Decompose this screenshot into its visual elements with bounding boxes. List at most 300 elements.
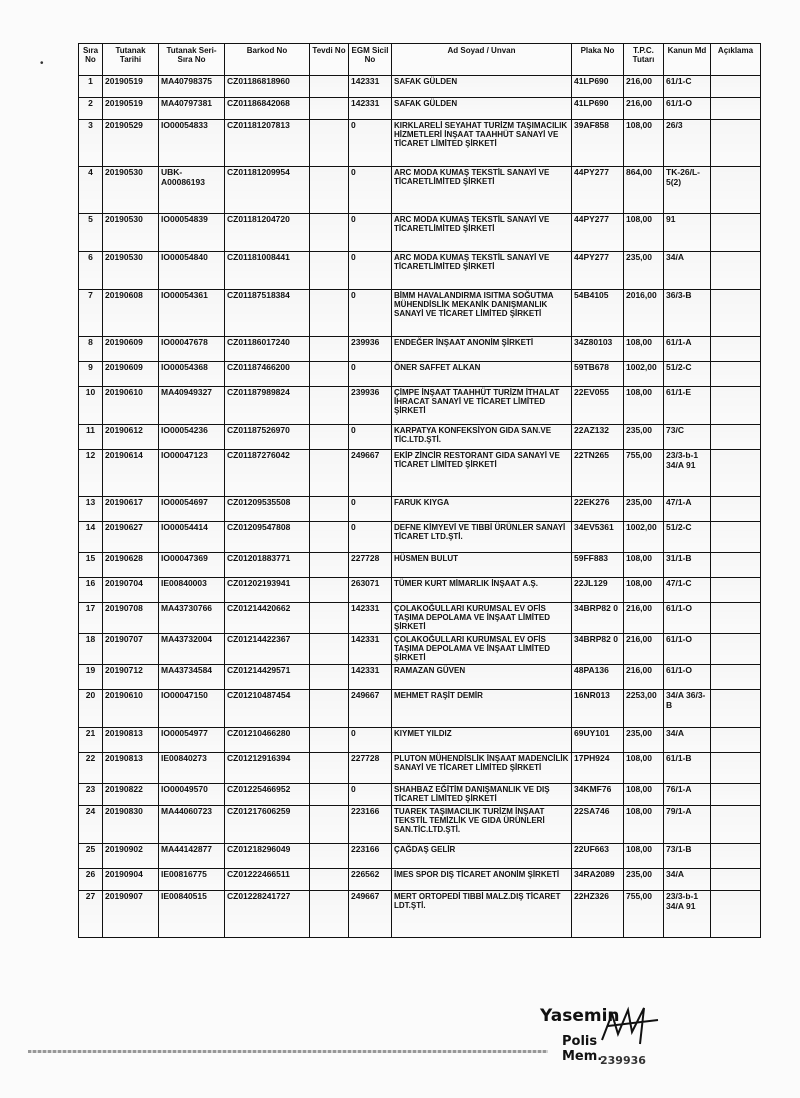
- cell-kanun: 91: [664, 214, 711, 252]
- cell-kanun: 34/A 36/3-B: [664, 690, 711, 728]
- cell-tarih: 20190530: [103, 167, 159, 214]
- cell-aciklama: [711, 891, 761, 938]
- cell-seri: IE00840515: [159, 891, 225, 938]
- table-row: [79, 690, 761, 728]
- cell-tutar: 108,00: [624, 214, 664, 252]
- cell-plaka: 22TN265: [572, 450, 624, 497]
- cell-barkod: CZ01201883771: [225, 553, 310, 578]
- cell-ad: ÇİMPE İNŞAAT TAAHHÜT TURİZM İTHALAT İHRACAT SANAYİ VE TİCARET LİMİTED ŞİRKETİ: [392, 387, 572, 425]
- cell-kanun: 61/1-O: [664, 98, 711, 120]
- cell-seri: MA43730766: [159, 603, 225, 634]
- cell-egm: 249667: [349, 450, 392, 497]
- cell-tevdi: [310, 337, 349, 362]
- cell-ad: ARC MODA KUMAŞ TEKSTİL SANAYİ VE TİCARETLİMİTED ŞİRKETİ: [392, 167, 572, 214]
- header-egm: EGM Sicil No: [349, 44, 392, 76]
- table-row: [79, 337, 761, 362]
- cell-tutar: 216,00: [624, 98, 664, 120]
- cell-tarih: 20190617: [103, 497, 159, 522]
- cell-tevdi: [310, 665, 349, 690]
- cell-tutar: 108,00: [624, 806, 664, 844]
- cell-kanun: 61/1-O: [664, 665, 711, 690]
- header-row: [79, 44, 761, 76]
- cell-tarih: 20190608: [103, 290, 159, 337]
- signature-name: Yasemin: [540, 1006, 620, 1026]
- cell-aciklama: [711, 120, 761, 167]
- cell-egm: 0: [349, 252, 392, 290]
- cell-tevdi: [310, 844, 349, 869]
- cell-sira: 22: [79, 753, 103, 784]
- cell-tevdi: [310, 98, 349, 120]
- table-row: [79, 753, 761, 784]
- cell-tarih: 20190610: [103, 387, 159, 425]
- cell-sira: 7: [79, 290, 103, 337]
- table-row: [79, 497, 761, 522]
- cell-tutar: 235,00: [624, 728, 664, 753]
- cell-seri: MA43732004: [159, 634, 225, 665]
- cell-ad: KARPATYA KONFEKSİYON GIDA SAN.VE TİC.LTD.ŞTİ.: [392, 425, 572, 450]
- cell-ad: MERT ORTOPEDİ TIBBİ MALZ.DIŞ TİCARET LDT.ŞTİ.: [392, 891, 572, 938]
- cell-plaka: 44PY277: [572, 252, 624, 290]
- cell-aciklama: [711, 690, 761, 728]
- cell-seri: MA44060723: [159, 806, 225, 844]
- cell-tarih: 20190628: [103, 553, 159, 578]
- cell-tevdi: [310, 290, 349, 337]
- cell-tevdi: [310, 806, 349, 844]
- cell-plaka: 17PH924: [572, 753, 624, 784]
- cell-kanun: 61/1-E: [664, 387, 711, 425]
- cell-tevdi: [310, 167, 349, 214]
- cell-egm: 142331: [349, 76, 392, 98]
- header-ad: Ad Soyad / Unvan: [392, 44, 572, 76]
- cell-barkod: CZ01187276042: [225, 450, 310, 497]
- cell-tutar: 108,00: [624, 753, 664, 784]
- table-row: [79, 425, 761, 450]
- cell-egm: 0: [349, 497, 392, 522]
- table-row: [79, 665, 761, 690]
- cell-plaka: 16NR013: [572, 690, 624, 728]
- cell-aciklama: [711, 497, 761, 522]
- cell-tarih: 20190614: [103, 450, 159, 497]
- cell-tevdi: [310, 450, 349, 497]
- cell-aciklama: [711, 634, 761, 665]
- cell-sira: 11: [79, 425, 103, 450]
- cell-tevdi: [310, 690, 349, 728]
- cell-egm: 223166: [349, 806, 392, 844]
- table-row: [79, 891, 761, 938]
- cell-tutar: 1002,00: [624, 522, 664, 553]
- cell-barkod: CZ01181204720: [225, 214, 310, 252]
- cell-barkod: CZ01187518384: [225, 290, 310, 337]
- cell-aciklama: [711, 553, 761, 578]
- cell-kanun: 36/3-B: [664, 290, 711, 337]
- table-row: [79, 553, 761, 578]
- cell-seri: IO00054368: [159, 362, 225, 387]
- table-row: [79, 603, 761, 634]
- cell-tevdi: [310, 603, 349, 634]
- cell-plaka: 34RA2089: [572, 869, 624, 891]
- cell-sira: 23: [79, 784, 103, 806]
- table-row: [79, 450, 761, 497]
- cell-sira: 13: [79, 497, 103, 522]
- cell-seri: IO00054839: [159, 214, 225, 252]
- cell-aciklama: [711, 167, 761, 214]
- cell-seri: IE00816775: [159, 869, 225, 891]
- cell-seri: IE00840003: [159, 578, 225, 603]
- cell-tarih: 20190609: [103, 337, 159, 362]
- cell-kanun: 26/3: [664, 120, 711, 167]
- margin-mark: •: [40, 58, 44, 69]
- cell-kanun: 51/2-C: [664, 362, 711, 387]
- table-row: [79, 522, 761, 553]
- cell-kanun: TK-26/L-5(2): [664, 167, 711, 214]
- cell-plaka: 54B4105: [572, 290, 624, 337]
- cell-ad: ÖNER SAFFET ALKAN: [392, 362, 572, 387]
- cell-tevdi: [310, 784, 349, 806]
- cell-plaka: 41LP690: [572, 76, 624, 98]
- cell-tarih: 20190813: [103, 753, 159, 784]
- cell-barkod: CZ01187466200: [225, 362, 310, 387]
- cell-kanun: 61/1-B: [664, 753, 711, 784]
- table-row: [79, 844, 761, 869]
- cell-tarih: 20190907: [103, 891, 159, 938]
- cell-barkod: CZ01210466280: [225, 728, 310, 753]
- cell-ad: ARC MODA KUMAŞ TEKSTİL SANAYİ VE TİCARETLİMİTED ŞİRKETİ: [392, 214, 572, 252]
- cell-aciklama: [711, 665, 761, 690]
- cell-plaka: 34BRP82 0: [572, 603, 624, 634]
- cell-tevdi: [310, 728, 349, 753]
- cell-ad: HÜSMEN BULUT: [392, 553, 572, 578]
- cell-kanun: 61/1-C: [664, 76, 711, 98]
- cell-egm: 226562: [349, 869, 392, 891]
- signature-number: 239936: [600, 1054, 646, 1067]
- cell-kanun: 31/1-B: [664, 553, 711, 578]
- cell-tevdi: [310, 387, 349, 425]
- cell-barkod: CZ01209535508: [225, 497, 310, 522]
- cell-egm: 249667: [349, 891, 392, 938]
- table-row: [79, 578, 761, 603]
- cell-barkod: CZ01217606259: [225, 806, 310, 844]
- cell-egm: 0: [349, 728, 392, 753]
- cell-seri: MA40797381: [159, 98, 225, 120]
- cell-aciklama: [711, 425, 761, 450]
- cell-tarih: 20190519: [103, 76, 159, 98]
- cell-egm: 0: [349, 522, 392, 553]
- cell-sira: 18: [79, 634, 103, 665]
- cell-barkod: CZ01187989824: [225, 387, 310, 425]
- cell-sira: 25: [79, 844, 103, 869]
- cell-tutar: 108,00: [624, 578, 664, 603]
- cell-aciklama: [711, 869, 761, 891]
- cell-tutar: 216,00: [624, 634, 664, 665]
- cell-aciklama: [711, 522, 761, 553]
- cell-kanun: 47/1-C: [664, 578, 711, 603]
- cell-barkod: CZ01218296049: [225, 844, 310, 869]
- cell-ad: BİMM HAVALANDIRMA ISITMA SOĞUTMA MÜHENDİSLİK MEKANİK DANIŞMANLIK SANAYİ VE TİCARET LİMİTED ŞİRKETİ: [392, 290, 572, 337]
- cell-plaka: 48PA136: [572, 665, 624, 690]
- cell-egm: 223166: [349, 844, 392, 869]
- cell-plaka: 59TB678: [572, 362, 624, 387]
- cell-egm: 0: [349, 425, 392, 450]
- cell-aciklama: [711, 76, 761, 98]
- cell-seri: IO00054977: [159, 728, 225, 753]
- cell-plaka: 44PY277: [572, 214, 624, 252]
- cell-seri: IO00047150: [159, 690, 225, 728]
- cell-ad: KIRKLARELİ SEYAHAT TURİZM TAŞIMACILIK HİZMETLERİ İNŞAAT TAAHHÜT SANAYİ VE TİCARET LİMİTED ŞİRKETİ: [392, 120, 572, 167]
- cell-plaka: 34Z80103: [572, 337, 624, 362]
- cell-kanun: 76/1-A: [664, 784, 711, 806]
- cell-tutar: 235,00: [624, 497, 664, 522]
- header-sira: Sıra No: [79, 44, 103, 76]
- cell-barkod: CZ01214420662: [225, 603, 310, 634]
- cell-kanun: 34/A: [664, 252, 711, 290]
- cell-aciklama: [711, 98, 761, 120]
- cell-ad: FARUK KIYGA: [392, 497, 572, 522]
- cell-tarih: 20190627: [103, 522, 159, 553]
- cell-sira: 26: [79, 869, 103, 891]
- cell-barkod: CZ01181209954: [225, 167, 310, 214]
- cell-plaka: 22SA746: [572, 806, 624, 844]
- cell-sira: 4: [79, 167, 103, 214]
- cell-sira: 24: [79, 806, 103, 844]
- cell-tutar: 108,00: [624, 120, 664, 167]
- cell-kanun: 73/1-B: [664, 844, 711, 869]
- cell-barkod: CZ01228241727: [225, 891, 310, 938]
- cell-plaka: 22HZ326: [572, 891, 624, 938]
- cell-tarih: 20190822: [103, 784, 159, 806]
- cell-sira: 19: [79, 665, 103, 690]
- table-row: [79, 362, 761, 387]
- cell-tutar: 216,00: [624, 665, 664, 690]
- cell-tarih: 20190813: [103, 728, 159, 753]
- cell-ad: ÇOLAKOĞULLARI KURUMSAL EV OFİS TAŞIMA DEPOLAMA VE İNŞAAT LİMİTED ŞİRKETİ: [392, 603, 572, 634]
- cell-sira: 9: [79, 362, 103, 387]
- cell-aciklama: [711, 214, 761, 252]
- cell-aciklama: [711, 450, 761, 497]
- cell-plaka: 22AZ132: [572, 425, 624, 450]
- cell-kanun: 23/3-b-1 34/A 91: [664, 891, 711, 938]
- header-aciklama: Açıklama: [711, 44, 761, 76]
- cell-tarih: 20190904: [103, 869, 159, 891]
- cell-tevdi: [310, 497, 349, 522]
- cell-ad: ARC MODA KUMAŞ TEKSTİL SANAYİ VE TİCARETLİMİTED ŞİRKETİ: [392, 252, 572, 290]
- cell-kanun: 61/1-O: [664, 603, 711, 634]
- cell-tarih: 20190609: [103, 362, 159, 387]
- cell-barkod: CZ01214422367: [225, 634, 310, 665]
- cell-tarih: 20190529: [103, 120, 159, 167]
- cell-egm: 0: [349, 167, 392, 214]
- cell-tutar: 108,00: [624, 784, 664, 806]
- header-plaka: Plaka No: [572, 44, 624, 76]
- cell-aciklama: [711, 728, 761, 753]
- cell-sira: 12: [79, 450, 103, 497]
- cell-egm: 239936: [349, 337, 392, 362]
- cell-barkod: CZ01209547808: [225, 522, 310, 553]
- cell-egm: 0: [349, 290, 392, 337]
- cell-plaka: 22UF663: [572, 844, 624, 869]
- cell-sira: 21: [79, 728, 103, 753]
- cell-ad: TUAREK TAŞIMACILIK TURİZM İNŞAAT TEKSTİL TEMİZLİK VE GIDA ÜRÜNLERİ SAN.TİC.LTD.ŞTİ.: [392, 806, 572, 844]
- cell-aciklama: [711, 806, 761, 844]
- cell-egm: 249667: [349, 690, 392, 728]
- cell-sira: 6: [79, 252, 103, 290]
- cell-kanun: 34/A: [664, 728, 711, 753]
- cell-plaka: 22EV055: [572, 387, 624, 425]
- cell-aciklama: [711, 290, 761, 337]
- cell-kanun: 61/1-A: [664, 337, 711, 362]
- cell-tarih: 20190530: [103, 214, 159, 252]
- cell-sira: 10: [79, 387, 103, 425]
- cell-aciklama: [711, 252, 761, 290]
- cell-aciklama: [711, 387, 761, 425]
- cell-tutar: 108,00: [624, 553, 664, 578]
- cell-sira: 27: [79, 891, 103, 938]
- table-row: [79, 252, 761, 290]
- cell-kanun: 34/A: [664, 869, 711, 891]
- cell-barkod: CZ01187526970: [225, 425, 310, 450]
- cell-tutar: 108,00: [624, 387, 664, 425]
- cell-plaka: 34BRP82 0: [572, 634, 624, 665]
- cell-tutar: 108,00: [624, 337, 664, 362]
- cell-ad: TÜMER KURT MİMARLIK İNŞAAT A.Ş.: [392, 578, 572, 603]
- cell-seri: MA40798375: [159, 76, 225, 98]
- cell-barkod: CZ01186842068: [225, 98, 310, 120]
- cell-tarih: 20190707: [103, 634, 159, 665]
- cell-egm: 0: [349, 214, 392, 252]
- cell-seri: MA43734584: [159, 665, 225, 690]
- cell-tevdi: [310, 578, 349, 603]
- cell-tutar: 1002,00: [624, 362, 664, 387]
- cell-tarih: 20190519: [103, 98, 159, 120]
- cell-tevdi: [310, 425, 349, 450]
- cell-ad: PLUTON MÜHENDİSLİK İNŞAAT MADENCİLİK SANAYİ VE TİCARET LİMİTED ŞİRKETİ: [392, 753, 572, 784]
- cell-plaka: 69UY101: [572, 728, 624, 753]
- cell-plaka: 22JL129: [572, 578, 624, 603]
- cell-ad: ENDEĞER İNŞAAT ANONİM ŞİRKETİ: [392, 337, 572, 362]
- cell-plaka: 44PY277: [572, 167, 624, 214]
- cell-tarih: 20190612: [103, 425, 159, 450]
- cell-ad: SHAHBAZ EĞİTİM DANIŞMANLIK VE DIŞ TİCARET LİMİTED ŞİRKETİ: [392, 784, 572, 806]
- signature-scrawl: [598, 1004, 668, 1048]
- cell-sira: 2: [79, 98, 103, 120]
- cell-tarih: 20190902: [103, 844, 159, 869]
- cell-ad: SAFAK GÜLDEN: [392, 76, 572, 98]
- cell-sira: 1: [79, 76, 103, 98]
- table-row: [79, 387, 761, 425]
- cell-tutar: 755,00: [624, 450, 664, 497]
- cell-seri: IO00054236: [159, 425, 225, 450]
- cell-kanun: 73/C: [664, 425, 711, 450]
- cell-tutar: 755,00: [624, 891, 664, 938]
- cell-tevdi: [310, 76, 349, 98]
- cell-ad: DEFNE KİMYEVİ VE TIBBİ ÜRÜNLER SANAYİ TİCARET LTD.ŞTİ.: [392, 522, 572, 553]
- header-kanun: Kanun Md: [664, 44, 711, 76]
- cell-aciklama: [711, 362, 761, 387]
- cell-tarih: 20190830: [103, 806, 159, 844]
- cell-plaka: 41LP690: [572, 98, 624, 120]
- cell-tutar: 2253,00: [624, 690, 664, 728]
- cell-tutar: 108,00: [624, 844, 664, 869]
- cell-tevdi: [310, 553, 349, 578]
- cell-egm: 0: [349, 120, 392, 167]
- cell-ad: KIYMET YILDIZ: [392, 728, 572, 753]
- cell-kanun: 23/3-b-1 34/A 91: [664, 450, 711, 497]
- cell-tevdi: [310, 214, 349, 252]
- cell-ad: ÇAĞDAŞ GELİR: [392, 844, 572, 869]
- cell-barkod: CZ01186818960: [225, 76, 310, 98]
- cell-sira: 17: [79, 603, 103, 634]
- table-row: [79, 98, 761, 120]
- cell-kanun: 79/1-A: [664, 806, 711, 844]
- header-tevdi: Tevdi No: [310, 44, 349, 76]
- cell-sira: 14: [79, 522, 103, 553]
- cell-barkod: CZ01181207813: [225, 120, 310, 167]
- signature-title: Polis Mem.: [562, 1034, 603, 1064]
- cell-plaka: 22EK276: [572, 497, 624, 522]
- cell-egm: 0: [349, 362, 392, 387]
- cell-barkod: CZ01214429571: [225, 665, 310, 690]
- cell-egm: 263071: [349, 578, 392, 603]
- cell-seri: IO00047369: [159, 553, 225, 578]
- table-row: [79, 167, 761, 214]
- cell-plaka: 59FF883: [572, 553, 624, 578]
- cell-tutar: 216,00: [624, 603, 664, 634]
- fines-table: [78, 43, 761, 938]
- cell-barkod: CZ01186017240: [225, 337, 310, 362]
- cell-barkod: CZ01202193941: [225, 578, 310, 603]
- cell-seri: IO00047123: [159, 450, 225, 497]
- cell-egm: 227728: [349, 553, 392, 578]
- cell-aciklama: [711, 337, 761, 362]
- cell-barkod: CZ01210487454: [225, 690, 310, 728]
- header-seri: Tutanak Seri-Sıra No: [159, 44, 225, 76]
- cell-tevdi: [310, 869, 349, 891]
- table-row: [79, 784, 761, 806]
- cell-barkod: CZ01181008441: [225, 252, 310, 290]
- cell-sira: 20: [79, 690, 103, 728]
- cell-seri: IO00054840: [159, 252, 225, 290]
- cell-plaka: 39AF858: [572, 120, 624, 167]
- table-row: [79, 290, 761, 337]
- header-barkod: Barkod No: [225, 44, 310, 76]
- cell-seri: IO00047678: [159, 337, 225, 362]
- cell-tutar: 235,00: [624, 425, 664, 450]
- cell-egm: 142331: [349, 98, 392, 120]
- cell-seri: IO00054361: [159, 290, 225, 337]
- cell-egm: 239936: [349, 387, 392, 425]
- cell-kanun: 61/1-O: [664, 634, 711, 665]
- cell-seri: IO00054697: [159, 497, 225, 522]
- cell-sira: 5: [79, 214, 103, 252]
- cell-egm: 142331: [349, 665, 392, 690]
- cell-tutar: 235,00: [624, 869, 664, 891]
- cell-tutar: 864,00: [624, 167, 664, 214]
- cell-tevdi: [310, 891, 349, 938]
- cell-seri: IO00054414: [159, 522, 225, 553]
- cell-tutar: 2016,00: [624, 290, 664, 337]
- cell-tevdi: [310, 120, 349, 167]
- cell-ad: ÇOLAKOĞULLARI KURUMSAL EV OFİS TAŞIMA DEPOLAMA VE İNŞAAT LİMİTED ŞİRKETİ: [392, 634, 572, 665]
- cell-kanun: 51/2-C: [664, 522, 711, 553]
- cell-tutar: 235,00: [624, 252, 664, 290]
- cell-tarih: 20190708: [103, 603, 159, 634]
- cell-aciklama: [711, 578, 761, 603]
- cell-ad: SAFAK GÜLDEN: [392, 98, 572, 120]
- table-row: [79, 120, 761, 167]
- cell-seri: IO00054833: [159, 120, 225, 167]
- header-tarih: Tutanak Tarihi: [103, 44, 159, 76]
- cell-seri: MA44142877: [159, 844, 225, 869]
- cell-aciklama: [711, 753, 761, 784]
